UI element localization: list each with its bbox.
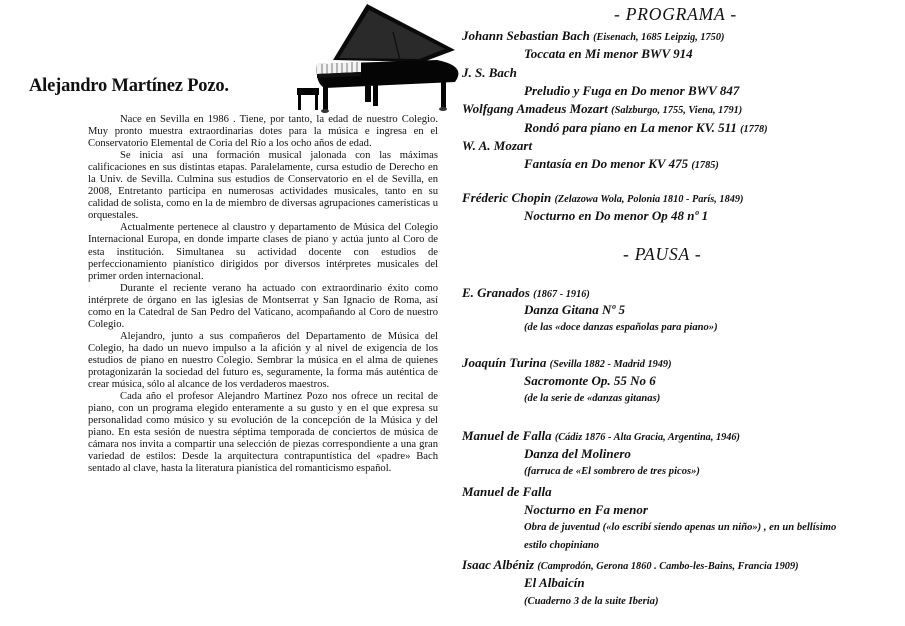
- work-title: Sacromonte Op. 55 No 6: [524, 373, 656, 388]
- work-title: Nocturno en Fa menor: [524, 502, 648, 517]
- bio-paragraph: Nace en Sevilla en 1986 . Tiene, por tanto, la edad de nuestro Colegio. Muy pronto muestra extraordinarias dotes para la música e ingresa en el Conservatorio Elemental de Coria del Río a los ocho años de edad.: [88, 114, 438, 150]
- work-title: Nocturno en Do menor Op 48 nº 1: [524, 208, 709, 223]
- work-note: estilo chopiniano: [524, 540, 600, 551]
- composer-line: E. Granados (1867 - 1916): [462, 285, 590, 300]
- work-note: (de la serie de «danzas gitanas): [524, 393, 661, 404]
- bio-paragraph: Actualmente pertenece al claustro y departamento de Música del Colegio Internacional Europa, en donde imparte clases de piano y actúa junto al Coro de esta institución. Simultanea su actividad docente con estudios de perfeccionamiento pianístico dirigidos por diversos intérpretes musicales del primer orden internacional.: [88, 222, 438, 282]
- bio-paragraph: Durante el reciente verano ha actuado con extraordinario éxito como intérprete de órgano en las iglesias de Montserrat y San Ignacio de Roma, así como en la Catedral de San Pedro del Vaticano, acompañando al Coro de nuestro Colegio.: [88, 282, 438, 330]
- work-note: Obra de juventud («lo escribí siendo apenas un niño») , en un bellísimo: [524, 522, 837, 533]
- composer-line: Johann Sebastian Bach (Eisenach, 1685 Leipzig, 1750): [462, 28, 725, 43]
- work-note: (farruca de «El sombrero de tres picos»): [524, 466, 700, 477]
- bio-paragraph: Cada año el profesor Alejandro Martínez Pozo nos ofrece un recital de piano, con un programa elegido enteramente a su gusto y en el que expresa su personalidad como músico y su evolución de la concepción de la Música y del piano. En esta sesión de nuestra séptima temporada de conciertos de música de cámara nos invita a compartir una selección de piezas correspondiente a una gran variedad de estilos: Desde la arquitectura contrapuntística del «padre» Bach sentado al clave, hasta la literatura pianística del romanticismo español.: [88, 391, 438, 475]
- biography: [88, 114, 438, 475]
- pause-heading: - PAUSA -: [623, 244, 702, 264]
- composer-line: Joaquín Turina (Sevilla 1882 - Madrid 1949): [462, 355, 672, 370]
- composer-line: W. A. Mozart: [462, 138, 533, 153]
- work-title: Danza Gitana Nº 5: [524, 302, 626, 317]
- work-title: Toccata en Mi menor BWV 914: [524, 46, 693, 61]
- composer-line: Manuel de Falla (Cádiz 1876 - Alta Gracia, Argentina, 1946): [462, 428, 740, 443]
- grand-piano-image: [295, 2, 470, 114]
- work-title: Danza del Molinero: [524, 446, 631, 461]
- composer-line: Wolfgang Amadeus Mozart (Salzburgo, 1755, Viena, 1791): [462, 101, 743, 116]
- work-title: Rondó para piano en La menor KV. 511 (1778): [524, 120, 768, 135]
- composer-line: J. S. Bach: [462, 65, 517, 80]
- work-title: El Albaicín: [524, 575, 585, 590]
- composer-line: Fréderic Chopin (Zelazowa Wola, Polonia 1810 - París, 1849): [462, 190, 744, 205]
- work-note: (de las «doce danzas españolas para piano»): [524, 322, 718, 333]
- composer-line: Isaac Albéniz (Camprodón, Gerona 1860 . Cambo-les-Bains, Francia 1909): [462, 557, 799, 572]
- work-note: (Cuaderno 3 de la suite Iberia): [524, 596, 659, 607]
- work-title: Preludio y Fuga en Do menor BWV 847: [524, 83, 740, 98]
- composer-line: Manuel de Falla: [462, 484, 552, 499]
- program-title: - PROGRAMA -: [614, 4, 737, 24]
- work-title: Fantasía en Do menor KV 475 (1785): [524, 156, 719, 171]
- bio-paragraph: Alejandro, junto a sus compañeros del Departamento de Música del Colegio, ha dado un nuevo impulso a la afición y al nivel de exigencia de los estudios de piano en nuestro Colegio. Sembrar la música en el alma de quienes protagonizarán la sociedad del futuro es, seguramente, la forma más auténtica de crear música, sólo al alcance de los verdaderos maestros.: [88, 330, 438, 391]
- pianist-name: Alejandro Martínez Pozo.: [29, 76, 229, 96]
- bio-paragraph: Se inicia así una formación musical jalonada con las máximas calificaciones en sus distintas etapas. Paralelamente, cursa estudio de Derecho en la Univ. de Sevilla. Culmina sus estudios de Conservatorio en el de Sevilla, en 2008, Entretanto participa en numerosas actividades musicales, tanto en su calidad de solista, como en la de miembro de diversas agrupaciones camerísticas u orquestales.: [88, 150, 438, 222]
